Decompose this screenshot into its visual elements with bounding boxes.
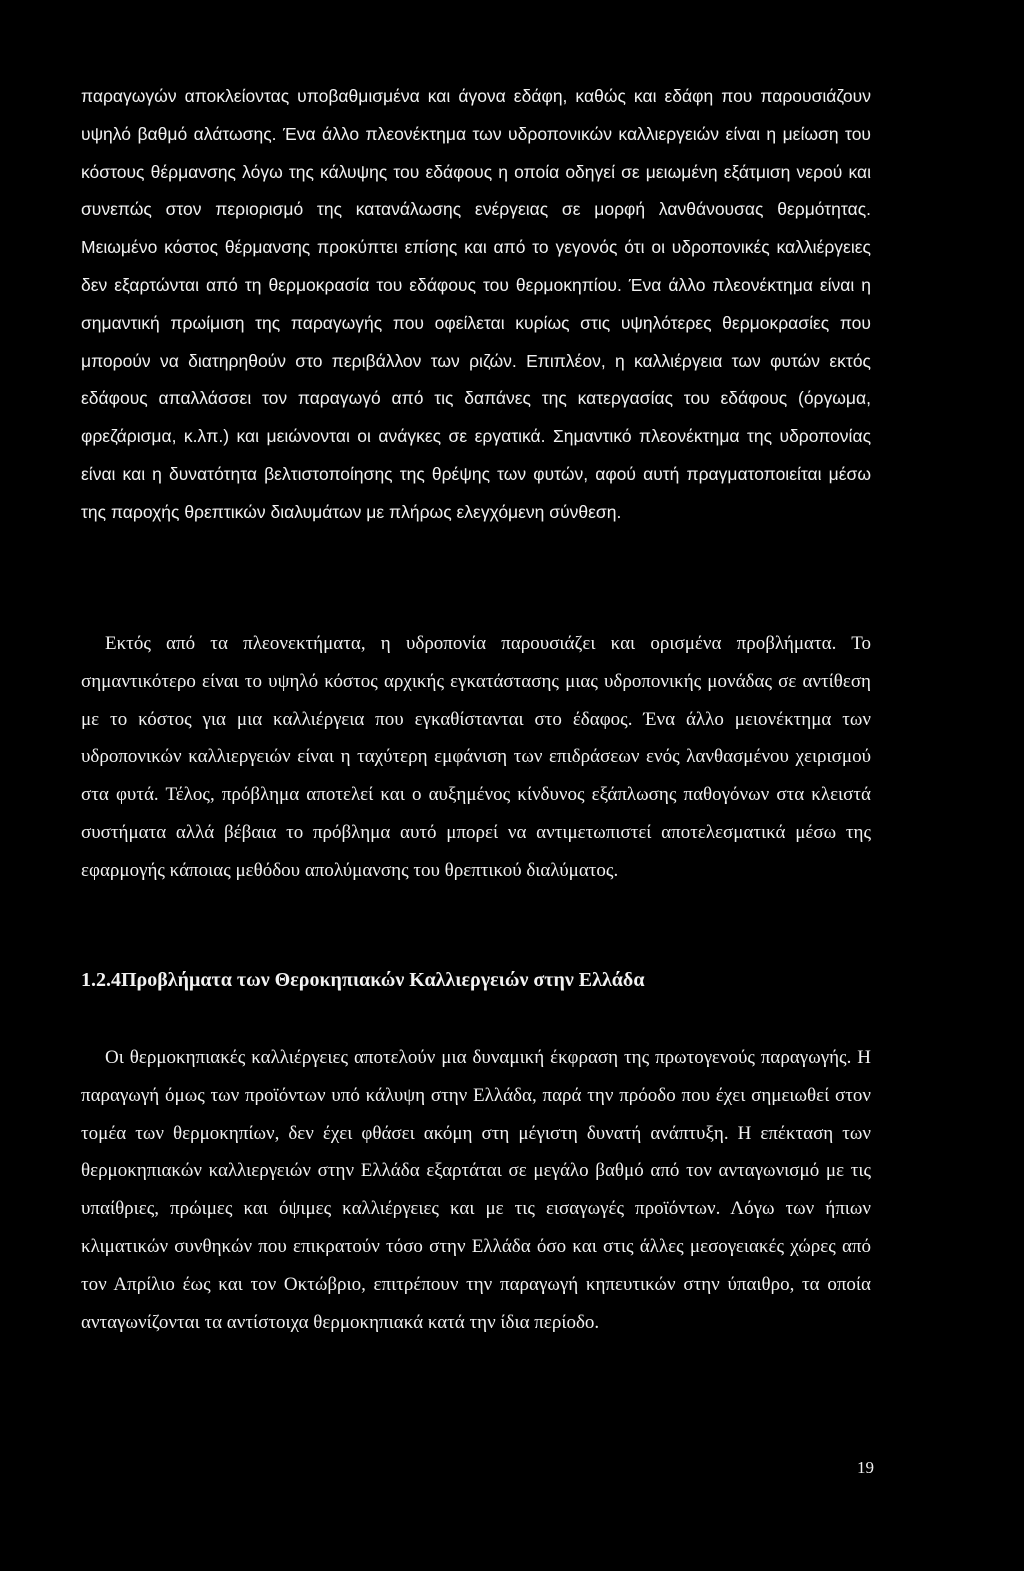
body-paragraph: Εκτός από τα πλεονεκτήματα, η υδροπονία παρουσιάζει και ορισμένα προβλήματα. Το σημαντικότερο είναι το υψηλό κόστος αρχικής εγκατάστασης μιας υδροπονικής μονάδας σε αντίθεση με το κόστος για μια καλλιέργεια που εγκαθίστανται στο έδαφος. Ένα άλλο μειονέκτημα των υδροπονικών καλλιεργειών είναι η ταχύτερη εμφάνιση των επιδράσεων ενός λανθασμένου χειρισμού στα φυτά. Τέλος, πρόβλημα αποτελεί και ο αυξημένος κίνδυνος εξάπλωσης παθογόνων στα κλειστά συστήματα αλλά βέβαια το πρόβλημα αυτό μπορεί να αντιμετωπιστεί αποτελεσματικά μέσω της εφαρμογής κάποιας μεθόδου απολύμανσης του θρεπτικού διαλύματος. xyxy=(81,633,871,881)
body-paragraph: Οι θερμοκηπιακές καλλιέργειες αποτελούν μια δυναμική έκφραση της πρωτογενούς παραγωγής. Η παραγωγή όμως των προϊόντων υπό κάλυψη στην Ελλάδα, παρά την πρόοδο που έχει σημειωθεί στον τομέα των θερμοκηπίων, δεν έχει φθάσει ακόμη στη μέγιστη δυνατή ανάπτυξη. Η επέκταση των θερμοκηπιακών καλλιεργειών στην Ελλάδα εξαρτάται σε μεγάλο βαθμό από τον ανταγωνισμό με τις υπαίθριες, πρώιμες και όψιμες καλλιέργειες και με τις εισαγωγές προϊόντων. Λόγω των ήπιων κλιματικών συνθηκών που επικρατούν τόσο στην Ελλάδα όσο και στις άλλες μεσογειακές χώρες από τον Απρίλιο έως και τον Οκτώβριο, επιτρέπουν την παραγωγή κηπευτικών στην ύπαιθρο, τα οποία ανταγωνίζονται τα αντίστοιχα θερμοκηπιακά κατά την ίδια περίοδο. xyxy=(81,1047,871,1333)
section-heading xyxy=(81,966,644,994)
section-number: 1.2.4 xyxy=(81,969,121,991)
section-title: Προβλήματα των Θεροκηπιακών Καλλιεργειών στην Ελλάδα xyxy=(121,969,645,991)
body-paragraph: παραγωγών αποκλείοντας υποβαθμισμένα και άγονα εδάφη, καθώς και εδάφη που παρουσιάζουν υψηλό βαθμό αλάτωσης. Ένα άλλο πλεονέκτημα των υδροπονικών καλλιεργειών είναι η μείωση του κόστους θέρμανσης λόγω της κάλυψης του εδάφους η οποία οδηγεί σε μειωμένη εξάτμιση νερού και συνεπώς στον περιορισμό της κατανάλωσης ενέργειας σε μορφή λανθάνουσας θερμότητας. Μειωμένο κόστος θέρμανσης προκύπτει επίσης και από το γεγονός ότι οι υδροπονικές καλλιέργειες δεν εξαρτώνται από τη θερμοκρασία του εδάφους του θερμοκηπίου. Ένα άλλο πλεονέκτημα είναι η σημαντική πρωίμιση της παραγωγής που οφείλεται κυρίως στις υψηλότερες θερμοκρασίες που μπορούν να διατηρηθούν στο περιβάλλον των ριζών. Επιπλέον, η καλλιέργεια των φυτών εκτός εδάφους απαλλάσσει τον παραγωγό από τις δαπάνες της κατεργασίας του εδάφους (όργωμα, φρεζάρισμα, κ.λπ.) και μειώνονται οι ανάγκες σε εργατικά. Σημαντικό πλεονέκτημα της υδροπονίας είναι και η δυνατότητα βελτιστοποίησης της θρέψης των φυτών, αφού αυτή πραγματοποιείται μέσω της παροχής θρεπτικών διαλυμάτων με πλήρως ελεγχόμενη σύνθεση. xyxy=(81,86,871,522)
page-number: 19 xyxy=(857,1458,874,1477)
